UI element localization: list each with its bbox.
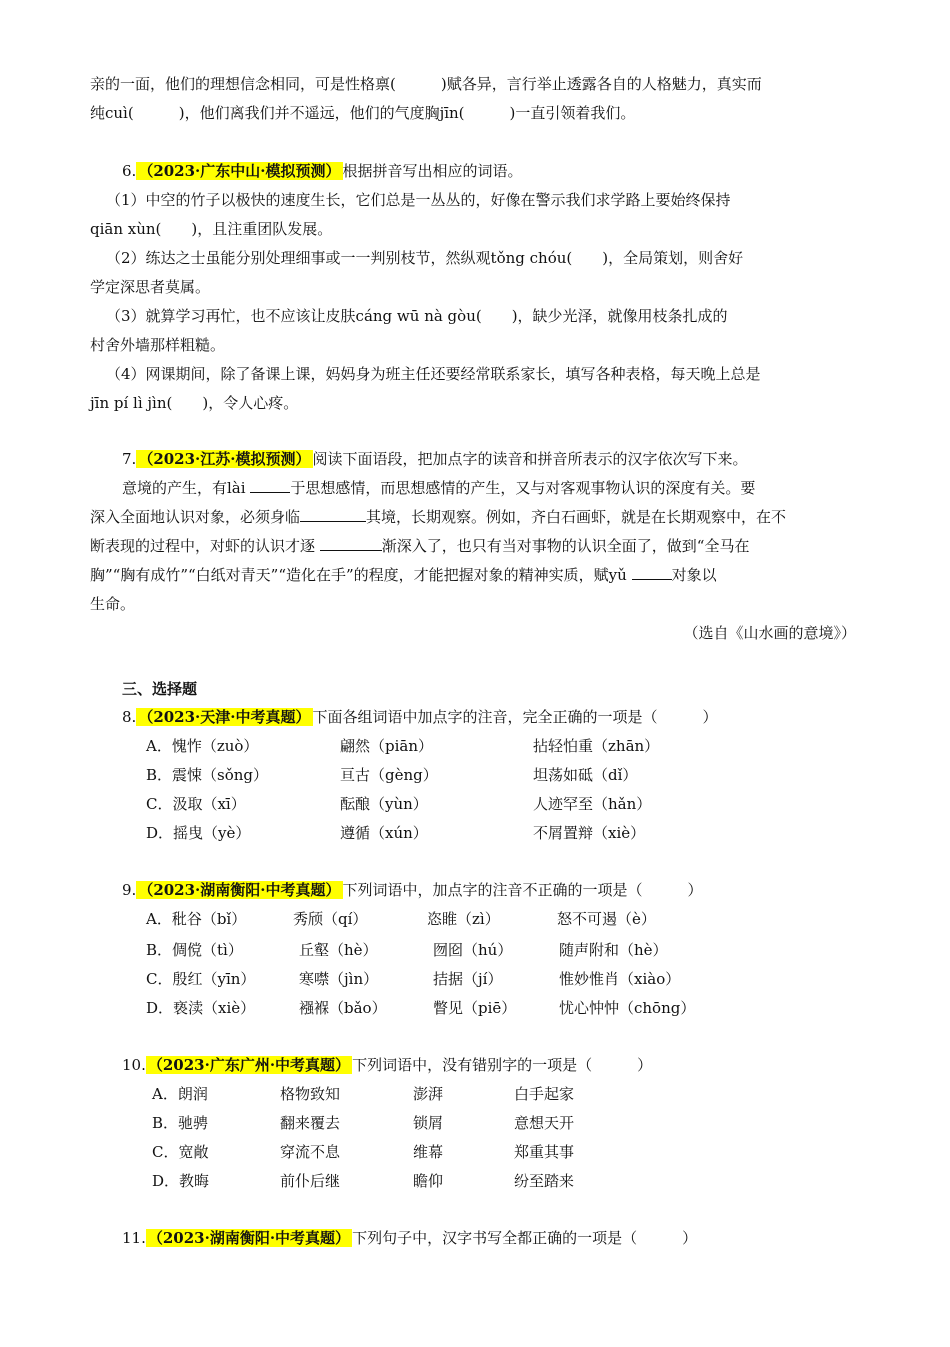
option-B-col-1[interactable]: B．倜傥（tì）: [146, 941, 243, 959]
intro-line-1: 亲的一面，他们的理想信念相同，可是性格禀( )赋各异，言行举止透露各自的人格魅力，真实而: [90, 75, 762, 93]
intro-line-2: 纯cuì( )，他们离我们并不遥远，他们的气度胸jīn( )一直引领着我们。: [90, 104, 636, 122]
option-D-col-2: 前仆后继: [280, 1172, 341, 1190]
option-B-col-4: 随声附和（hè）: [559, 941, 668, 959]
question-stem: 下列词语中，没有错别字的一项是（ ）: [352, 1056, 653, 1074]
option-B-col-3: 锁屑: [413, 1114, 444, 1132]
option-A-col-3: 澎湃: [413, 1085, 444, 1103]
option-C-col-1[interactable]: C．汲取（xī）: [146, 795, 246, 813]
option-D-col-3: 瞻仰: [413, 1172, 444, 1190]
section-title: 三、选择题: [122, 680, 198, 698]
q6-item-1-line-2: qiān xùn( )，且注重团队发展。: [90, 220, 333, 238]
answer-blank[interactable]: [320, 536, 382, 551]
option-B-col-1[interactable]: B．震悚（sǒng）: [146, 766, 269, 784]
option-A-col-2: 翩然（piān）: [340, 737, 434, 755]
question-number: 10.: [122, 1056, 146, 1074]
q6-item-3-line-2: 村舍外墙那样粗糙。: [90, 336, 226, 354]
option-A-col-4: 怒不可遏（è）: [557, 910, 656, 928]
option-C-col-1[interactable]: C．殷红（yīn）: [146, 970, 256, 988]
question-9-header: [122, 879, 703, 901]
option-D-col-2: 遵循（xún）: [340, 824, 428, 842]
option-A-col-4: 白手起家: [514, 1085, 575, 1103]
answer-blank[interactable]: [300, 507, 366, 522]
answer-blank[interactable]: [632, 565, 672, 580]
q7-passage-line-2: 深入全面地认识对象，必须身临 其境，长期观察。例如，齐白石画虾，就是在长期观察中，在不: [90, 508, 787, 526]
q6-item-4-line-2: jīn pí lì jìn( )，令人心疼。: [90, 394, 299, 412]
option-D-col-3: 瞥见（piē）: [433, 999, 517, 1017]
q7-passage-line-4: 胸”“胸有成竹”“白纸对青天”“造化在手”的程度，才能把握对象的精神实质，赋yǔ 对象以: [90, 566, 717, 584]
question-number: 6.: [122, 162, 137, 180]
q7-source-citation: （选自《山水画的意境》）: [683, 624, 856, 642]
question-6-header: [122, 160, 523, 182]
question-stem: 下列词语中，加点字的注音不正确的一项是（ ）: [342, 881, 703, 899]
q6-item-2-line-2: 学定深思者莫属。: [90, 278, 211, 296]
q6-item-3-line-1: （3）就算学习再忙，也不应该让皮肤cáng wū nà gòu( )，缺少光泽，就像用枝条扎成的: [106, 307, 728, 325]
question-number: 9.: [122, 881, 137, 899]
option-C-col-2: 寒噤（jìn）: [299, 970, 379, 988]
question-stem: 阅读下面语段，把加点字的读音和拼音所表示的汉字依次写下来。: [312, 450, 748, 468]
q7-passage-line-1: 意境的产生，有lài 于思想感情，而思想感情的产生，又与对客观事物认识的深度有关。要: [122, 479, 756, 497]
q7-passage-line-3: 断表现的过程中，对虾的认识才逐 渐深入了，也只有当对事物的认识全面了，做到“全马在: [90, 537, 750, 555]
question-source-tag: （2023·湖南衡阳·中考真题）: [147, 1229, 351, 1247]
option-B-col-1[interactable]: B．驰骋: [152, 1114, 209, 1132]
q6-item-4-line-1: （4）网课期间，除了备课上课，妈妈身为班主任还要经常联系家长，填写各种表格，每天晚上总是: [106, 365, 761, 383]
option-C-col-3: 维幕: [413, 1143, 444, 1161]
q6-item-1-line-1: （1）中空的竹子以极快的速度生长，它们总是一丛丛的，好像在警示我们求学路上要始终保持: [106, 191, 731, 209]
option-B-col-3: 囫囵（hú）: [433, 941, 513, 959]
option-D-col-2: 襁褓（bǎo）: [299, 999, 387, 1017]
option-D-col-4: 忧心忡忡（chōng）: [559, 999, 696, 1017]
option-C-col-4: 郑重其事: [514, 1143, 575, 1161]
option-D-col-4: 纷至踏来: [514, 1172, 575, 1190]
question-7-header: [122, 448, 748, 470]
option-A-col-2: 秀颀（qí）: [293, 910, 368, 928]
option-B-col-2: 亘古（gèng）: [340, 766, 438, 784]
question-source-tag: （2023·天津·中考真题）: [138, 708, 311, 726]
question-8-header: [122, 706, 718, 728]
q6-item-2-line-1: （2）练达之士虽能分别处理细事或一一判别枝节，然纵观tǒng chóu( )，全局策划，则舍好: [106, 249, 744, 267]
question-source-tag: （2023·江苏·模拟预测）: [138, 450, 311, 468]
option-B-col-2: 丘壑（hè）: [299, 941, 378, 959]
option-C-col-2: 酝酿（yùn）: [340, 795, 428, 813]
option-B-col-4: 意想天开: [514, 1114, 575, 1132]
option-A-col-3: 恣睢（zì）: [427, 910, 500, 928]
option-C-col-3: 拮据（jí）: [433, 970, 503, 988]
option-C-col-4: 惟妙惟肖（xiào）: [559, 970, 681, 988]
option-C-col-1[interactable]: C．宽敞: [152, 1143, 209, 1161]
option-A-col-1[interactable]: A．愧怍（zuò）: [146, 737, 259, 755]
q7-passage-line-5: 生命。: [90, 595, 136, 613]
option-D-col-1[interactable]: D．教晦: [152, 1172, 210, 1190]
question-source-tag: （2023·湖南衡阳·中考真题）: [138, 881, 341, 899]
question-11-header: [122, 1227, 697, 1249]
question-number: 7.: [122, 450, 137, 468]
option-D-col-1[interactable]: D．摇曳（yè）: [146, 824, 251, 842]
option-C-col-2: 穿流不息: [280, 1143, 341, 1161]
question-source-tag: （2023·广东广州·中考真题）: [147, 1056, 351, 1074]
question-number: 8.: [122, 708, 137, 726]
question-source-tag: （2023·广东中山·模拟预测）: [138, 162, 341, 180]
option-D-col-1[interactable]: D．亵渎（xiè）: [146, 999, 256, 1017]
question-10-header: [122, 1054, 652, 1076]
question-stem: 根据拼音写出相应的词语。: [342, 162, 523, 180]
option-A-col-1[interactable]: A．朗润: [152, 1085, 208, 1103]
question-number: 11.: [122, 1229, 146, 1247]
option-D-col-3: 不屑置辩（xiè）: [533, 824, 646, 842]
question-stem: 下列句子中，汉字书写全都正确的一项是（ ）: [352, 1229, 698, 1247]
option-A-col-2: 格物致知: [280, 1085, 341, 1103]
option-C-col-3: 人迹罕至（hǎn）: [533, 795, 652, 813]
answer-blank[interactable]: [250, 478, 290, 493]
option-A-col-1[interactable]: A．秕谷（bǐ）: [146, 910, 247, 928]
option-B-col-2: 翻来覆去: [280, 1114, 341, 1132]
question-stem: 下面各组词语中加点字的注音，完全正确的一项是（ ）: [312, 708, 718, 726]
option-B-col-3: 坦荡如砥（dǐ）: [533, 766, 638, 784]
option-A-col-3: 拈轻怕重（zhān）: [533, 737, 660, 755]
